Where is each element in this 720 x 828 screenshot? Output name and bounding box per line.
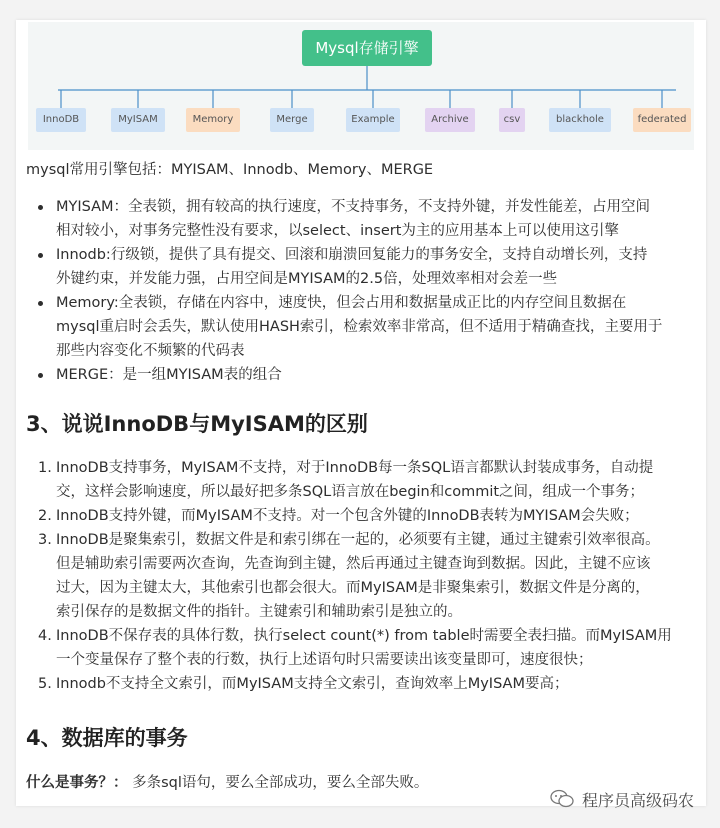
root-node: Mysql存储引擎 [302, 30, 432, 66]
article-card [16, 20, 706, 806]
watermark [550, 784, 694, 814]
list-number: 4. [38, 628, 52, 644]
bullet-item-line: 相对较小，对事务完整性没有要求，以select、insert为主的应用基本上可以使用这引擎 [56, 223, 619, 239]
engine-node-myisam: MyISAM [111, 108, 165, 132]
bullet-item-line: 那些内容变化不频繁的代码表 [56, 343, 245, 359]
bullet-item-line: 外键约束，并发能力强，占用空间是MYISAM的2.5倍，处理效率相对会差一些 [56, 271, 558, 287]
ordered-item-line: 过大，因为主键太大，其他索引也都会很大。而MyISAM是非聚集索引，数据文件是分离的， [56, 580, 650, 596]
ordered-item-line: 一个变量保存了整个表的行数，执行上述语句时只需要读出该变量即可，速度很快； [56, 652, 593, 668]
bullet-item-line: MYISAM：全表锁，拥有较高的执行速度，不支持事务，不支持外键，并发性能差，占用空间 [56, 199, 651, 215]
ordered-item-line: InnoDB是聚集索引，数据文件是和索引绑在一起的，必须要有主键，通过主键索引效率很高。 [56, 532, 660, 548]
bullet-item-line: MERGE：是一组MYISAM表的组合 [56, 367, 282, 383]
list-number: 3. [38, 532, 52, 548]
ordered-item-line: InnoDB不保存表的具体行数，执行select count(*) from table时需要全表扫描。而MyISAM用 [56, 628, 672, 644]
engine-node-archive: Archive [425, 108, 475, 132]
bullet-item-line: Memory:全表锁，存储在内容中，速度快，但会占用和数据量成正比的内存空间且数据在 [56, 295, 627, 311]
storage-engine-diagram [28, 22, 694, 150]
engine-node-federated: federated [633, 108, 691, 132]
ordered-item-line: 但是辅助索引需要两次查询，先查询到主键，然后再通过主键查询到数据。因此，主键不应该 [56, 556, 651, 572]
bullet-dot [38, 373, 43, 378]
engine-node-merge: Merge [270, 108, 314, 132]
intro-line: mysql常用引擎包括：MYISAM、Innodb、Memory、MERGE [26, 162, 434, 178]
definition-label: 什么是事务？： [26, 775, 128, 791]
engine-node-blackhole: blackhole [549, 108, 611, 132]
watermark-text: 程序员高级码农 [581, 790, 694, 810]
engine-node-memory: Memory [186, 108, 240, 132]
engine-node-csv: csv [499, 108, 525, 132]
ordered-item-line: InnoDB支持外键，而MyISAM不支持。对一个包含外键的InnoDB表转为MYISAM会失败； [56, 508, 639, 524]
bullet-dot [38, 301, 43, 306]
list-number: 2. [38, 508, 52, 524]
engine-node-example: Example [346, 108, 400, 132]
definition-line [26, 771, 428, 795]
bullet-dot [38, 205, 43, 210]
wechat-icon [550, 789, 574, 809]
section-heading: 4、数据库的事务 [26, 726, 188, 750]
ordered-item-line: 索引保存的是数据文件的指针。主键索引和辅助索引是独立的。 [56, 604, 462, 620]
list-number: 5. [38, 676, 52, 692]
definition-text: 多条sql语句，要么全部成功，要么全部失败。 [127, 775, 429, 791]
ordered-item-line: InnoDB支持事务，MyISAM不支持，对于InnoDB每一条SQL语言都默认封装成事务，自动提 [56, 460, 654, 476]
ordered-item-line: 交，这样会影响速度，所以最好把多条SQL语言放在begin和commit之间，组成一个事务； [56, 484, 645, 500]
engine-node-innodb: InnoDB [36, 108, 86, 132]
bullet-item-line: mysql重启时会丢失，默认使用HASH索引，检索效率非常高，但不适用于精确查找，主要用于 [56, 319, 663, 335]
bullet-item-line: Innodb:行级锁，提供了具有提交、回滚和崩溃回复能力的事务安全，支持自动增长列，支持 [56, 247, 648, 263]
ordered-item-line: Innodb不支持全文索引，而MyISAM支持全文索引，查询效率上MyISAM要高； [56, 676, 569, 692]
bullet-dot [38, 253, 43, 258]
list-number: 1. [38, 460, 52, 476]
section-heading: 3、说说InnoDB与MyISAM的区别 [26, 412, 368, 436]
